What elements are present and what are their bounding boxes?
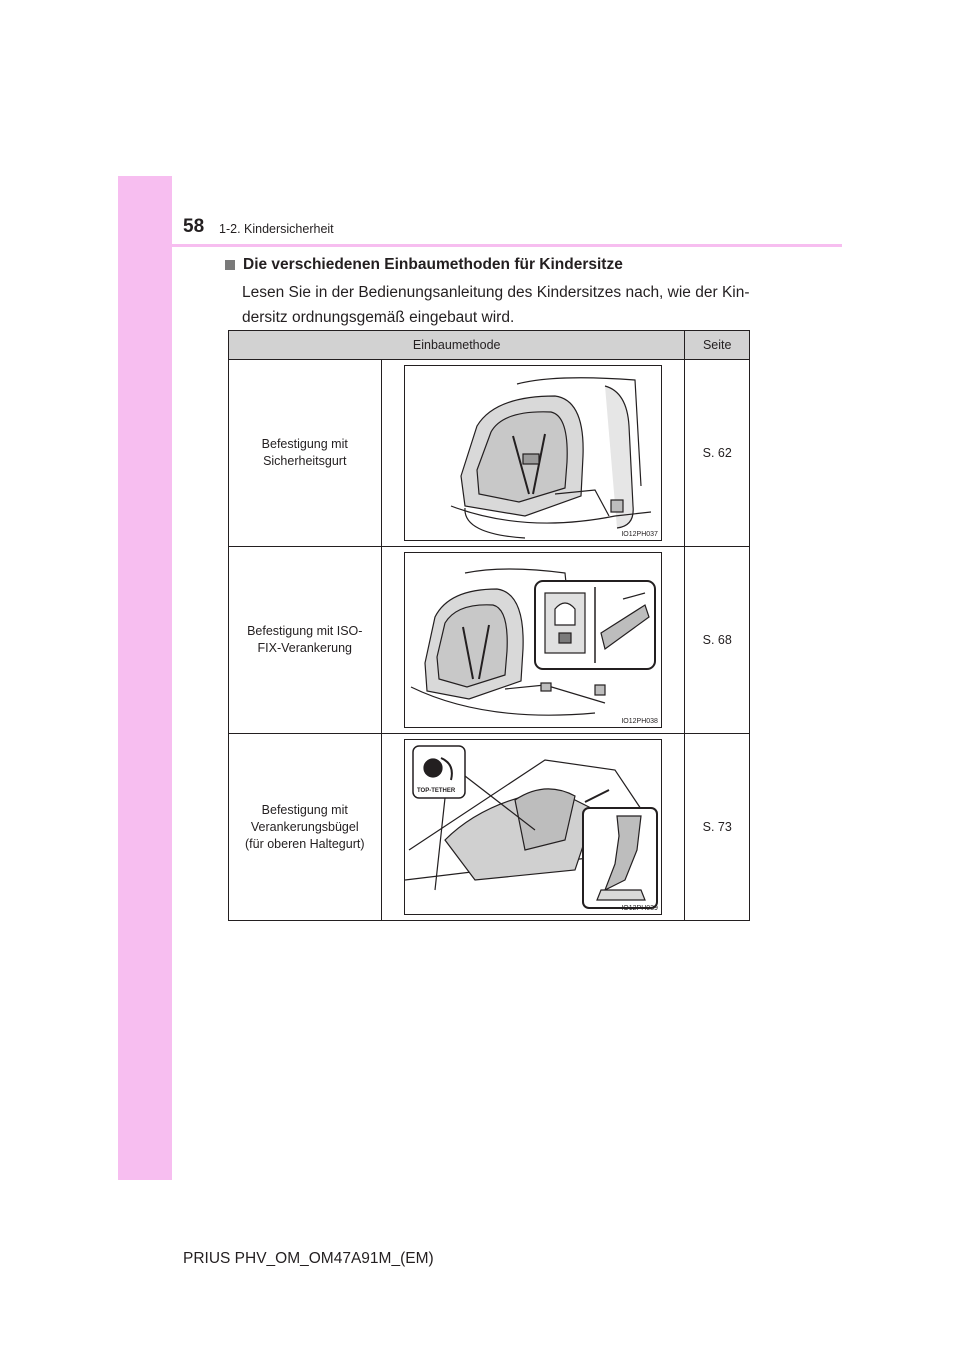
header-divider [118, 244, 842, 247]
illustration-code: IO12PH039 [621, 905, 658, 912]
table-row [229, 360, 750, 547]
column-header-method: Einbaumethode [229, 331, 685, 360]
method-label-line: Befestigung mit ISO- [247, 624, 363, 638]
seat-belt-installation-illustration [404, 365, 662, 541]
page-reference: S. 68 [685, 547, 750, 734]
method-label-line: Befestigung mit [261, 437, 348, 451]
method-label-line: Befestigung mit [261, 802, 348, 817]
child-seat-belt-drawing [405, 366, 661, 540]
isofix-installation-illustration [404, 552, 662, 728]
table-header-row [229, 331, 750, 360]
method-label-line: Verankerungsbügel [250, 819, 359, 834]
method-illustration-cell [381, 547, 685, 734]
chapter-sidebar-tab [118, 176, 172, 1180]
section-heading [225, 256, 623, 274]
method-illustration-cell [381, 734, 685, 921]
method-label [229, 547, 382, 734]
page-reference: S. 62 [685, 360, 750, 547]
method-label [229, 360, 382, 547]
illustration-code: IO12PH037 [621, 531, 658, 538]
column-header-page: Seite [685, 331, 750, 360]
top-tether-installation-illustration [404, 739, 662, 915]
table-row [229, 547, 750, 734]
body-line: dersitz ordnungsgemäß eingebaut wird. [242, 309, 515, 326]
page-reference: S. 73 [685, 734, 750, 921]
top-tether-badge: TOP-TETHER [416, 788, 456, 794]
installation-methods-table [228, 330, 750, 921]
document-id-footer: PRIUS PHV_OM_OM47A91M_(EM) [183, 1250, 434, 1267]
method-illustration-cell [381, 360, 685, 547]
illustration-code: IO12PH038 [621, 718, 658, 725]
method-label-line: Sicherheitsgurt [263, 454, 347, 468]
square-bullet-icon [225, 260, 235, 270]
section-body [242, 280, 762, 330]
table-row [229, 734, 750, 921]
page-number: 58 [183, 216, 205, 237]
method-label-line: FIX-Verankerung [257, 641, 352, 655]
child-seat-top-tether-drawing [405, 740, 661, 914]
body-line: Lesen Sie in der Bedienungsanleitung des Kindersitzes nach, wie der Kin- [242, 284, 750, 301]
section-heading-text: Die verschiedenen Einbaumethoden für Kindersitze [243, 256, 623, 273]
method-label-line: (für oberen Haltegurt) [245, 836, 365, 851]
method-label [229, 734, 382, 921]
child-seat-isofix-drawing [405, 553, 661, 727]
chapter-title: 1-2. Kindersicherheit [219, 222, 334, 236]
